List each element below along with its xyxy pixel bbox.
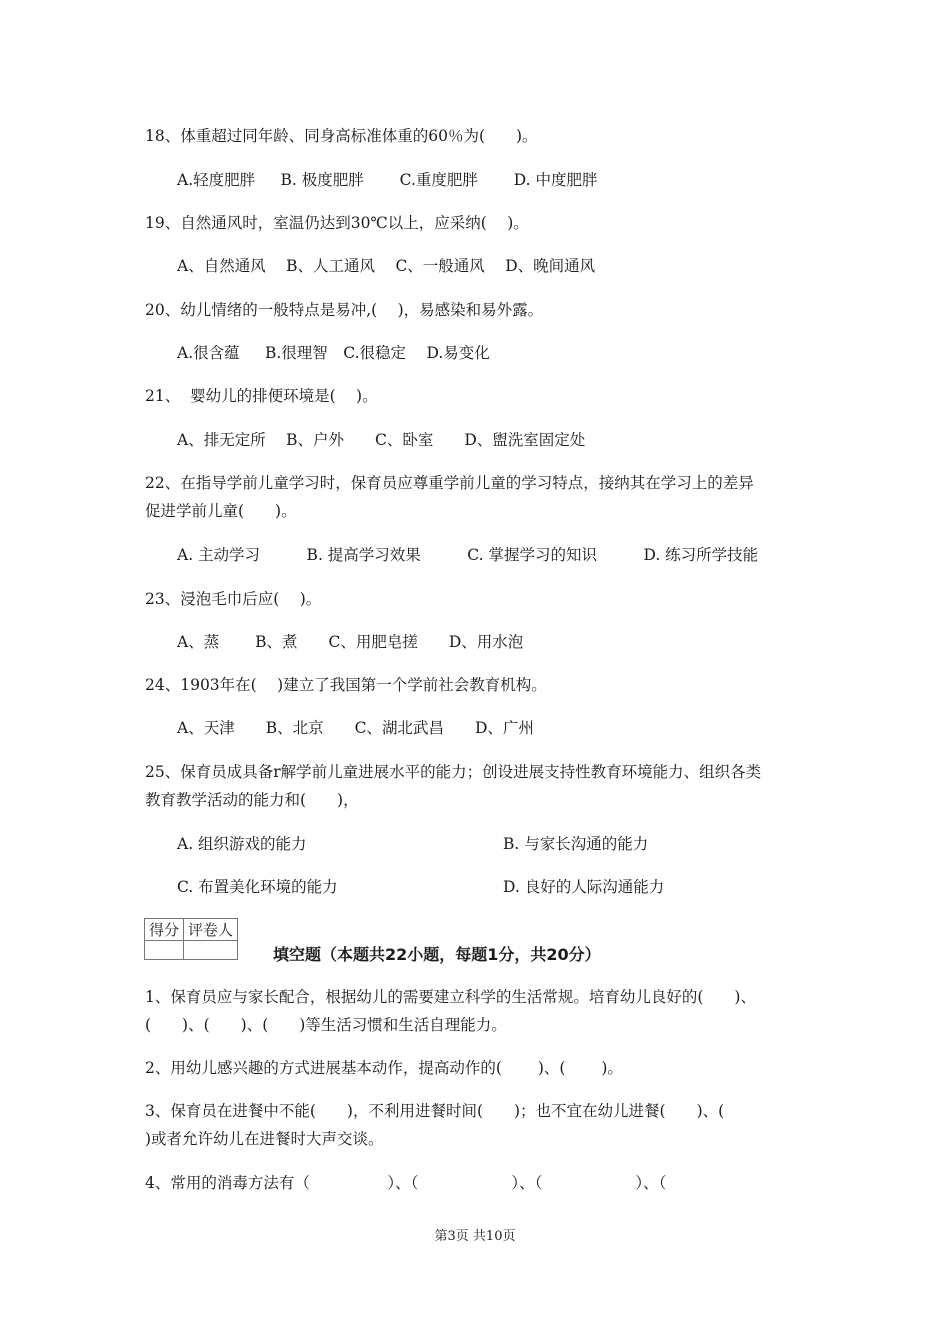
fill-question-2: 2、用幼儿感兴趣的方式进展基本动作，提高动作的( )、( )。	[145, 1059, 623, 1077]
grader-cell[interactable]	[184, 941, 238, 960]
question-22-stem-line2: 促进学前儿童( )。	[145, 502, 297, 520]
question-23-stem: 23、浸泡毛巾后应( )。	[145, 590, 322, 608]
question-19-options: A、自然通风 B、人工通风 C、一般通风 D、晚间通风	[177, 257, 596, 275]
question-24-options: A、天津 B、北京 C、湖北武昌 D、广州	[177, 719, 534, 737]
question-18-stem: 18、体重超过同年龄、同身高标准体重的60％为( )。	[145, 127, 538, 145]
fill-question-4: 4、常用的消毒方法有（ ）、（ ）、（ ）、（	[145, 1174, 667, 1192]
question-18-options: A.轻度肥胖 B. 极度肥胖 C.重度肥胖 D. 中度肥胖	[177, 171, 598, 189]
question-21-stem: 21、 婴幼儿的排便环境是( )。	[145, 387, 378, 405]
question-21-options: A、排无定所 B、户外 C、卧室 D、盥洗室固定处	[177, 431, 586, 449]
fill-question-1-line1: 1、保育员应与家长配合，根据幼儿的需要建立科学的生活常规。培育幼儿良好的( )、	[145, 988, 756, 1006]
question-22-stem-line1: 22、在指导学前儿童学习时，保育员应尊重学前儿童的学习特点，接纳其在学习上的差异	[145, 474, 754, 492]
score-header: 得分	[145, 919, 184, 941]
fill-question-1-line2: ( )、( )、( )等生活习惯和生活自理能力。	[145, 1016, 507, 1034]
score-cell[interactable]	[145, 941, 184, 960]
question-25-option-c: C. 布置美化环境的能力	[177, 878, 338, 896]
section-title: 填空题（本题共22小题，每题1分，共20分）	[273, 945, 601, 964]
question-25-stem-line1: 25、保育员成具备r解学前儿童进展水平的能力；创设进展支持性教育环境能力、组织各类	[145, 763, 762, 781]
question-23-options: A、蒸 B、煮 C、用肥皂搓 D、用水泡	[177, 633, 524, 651]
grader-header: 评卷人	[184, 919, 238, 941]
question-25-option-b: B. 与家长沟通的能力	[503, 835, 649, 853]
question-20-options: A.很含蕴 B.很理智 C.很稳定 D.易变化	[177, 344, 490, 362]
score-table	[144, 918, 238, 960]
question-20-stem: 20、幼儿情绪的一般特点是易冲,( )，易感染和易外露。	[145, 301, 544, 319]
question-25-stem-line2: 教育教学活动的能力和( )，	[145, 791, 359, 809]
question-25-option-d: D. 良好的人际沟通能力	[503, 878, 665, 896]
question-19-stem: 19、自然通风时，室温仍达到30℃以上，应采纳( )。	[145, 214, 529, 232]
fill-question-3-line1: 3、保育员在进餐中不能( )，不利用进餐时间( )；也不宜在幼儿进餐( )、(	[145, 1102, 725, 1120]
question-22-options: A. 主动学习 B. 提高学习效果 C. 掌握学习的知识 D. 练习所学技能	[177, 546, 759, 564]
page-footer: 第3页 共10页	[434, 1229, 516, 1244]
fill-question-3-line2: )或者允许幼儿在进餐时大声交谈。	[145, 1130, 384, 1148]
question-25-option-a: A. 组织游戏的能力	[177, 835, 307, 853]
question-24-stem: 24、1903年在( )建立了我国第一个学前社会教育机构。	[145, 676, 547, 694]
